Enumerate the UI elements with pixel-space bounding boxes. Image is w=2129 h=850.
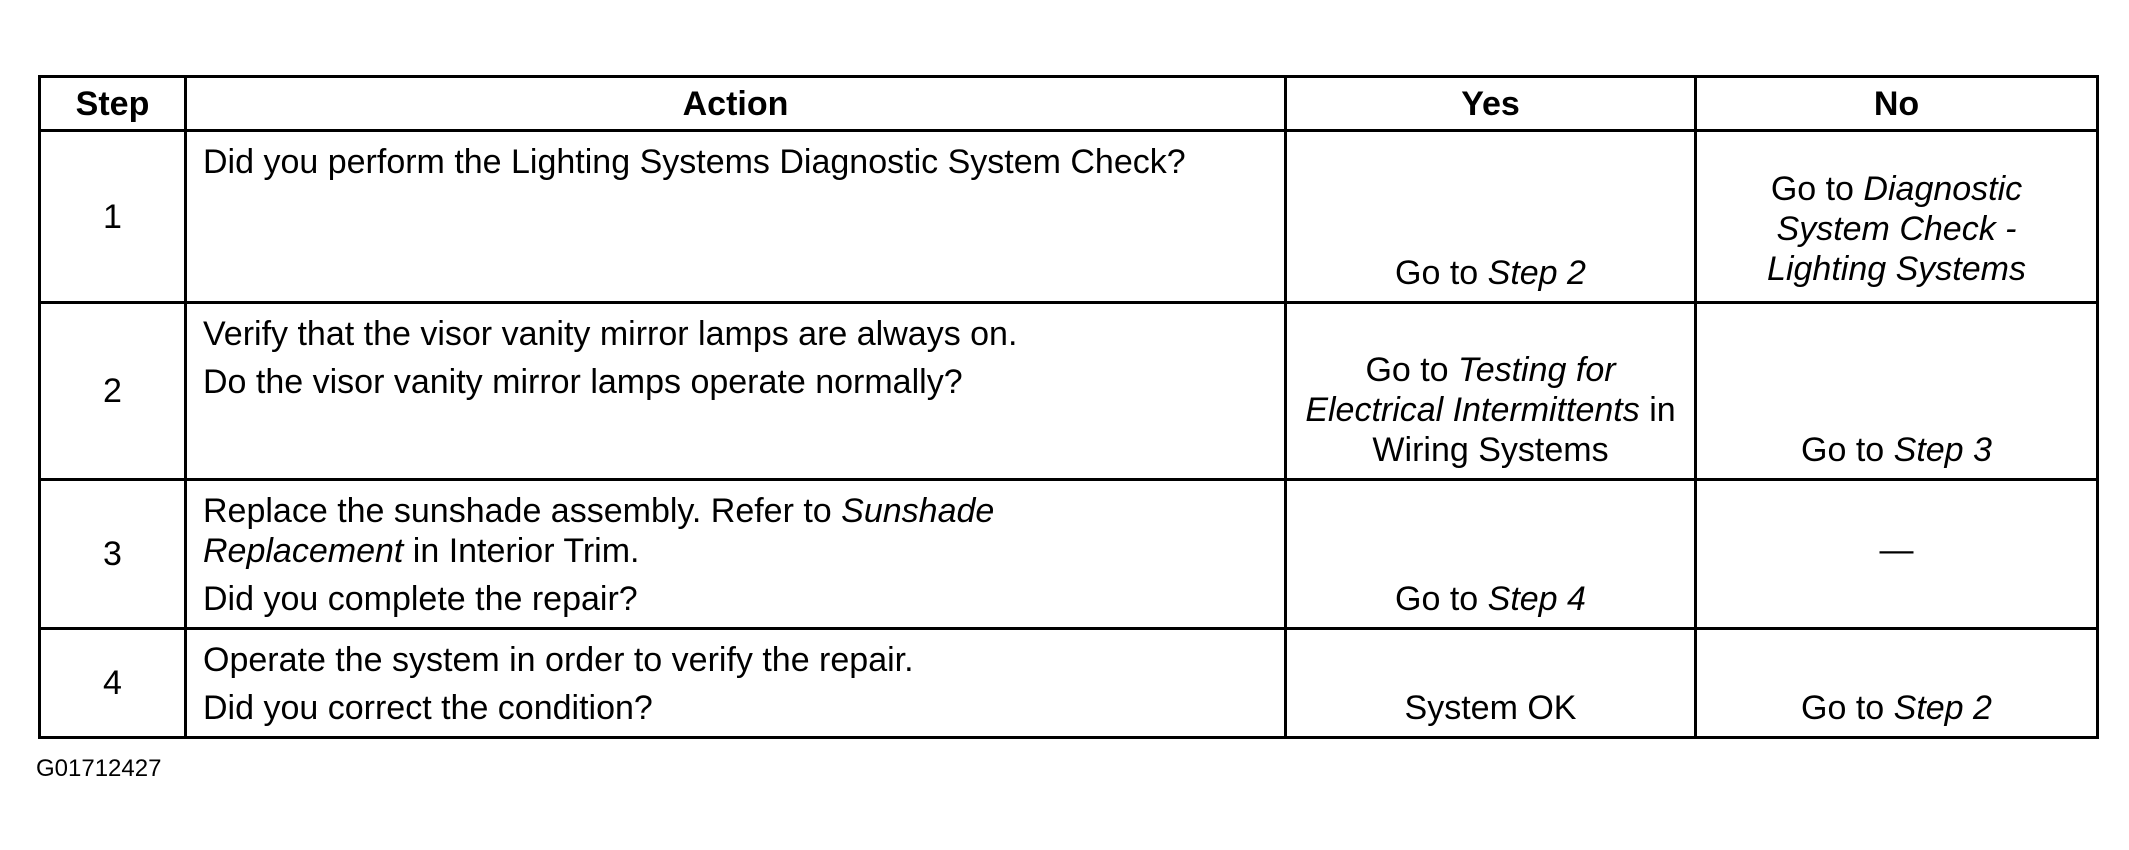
header-yes: Yes xyxy=(1286,77,1696,131)
action-question: Did you correct the condition? xyxy=(203,689,653,727)
no-cell xyxy=(1696,303,2098,480)
no-prefix: Go to xyxy=(1801,689,1894,727)
no-cell xyxy=(1696,629,2098,738)
step-number: 3 xyxy=(40,480,186,629)
yes-cell xyxy=(1286,629,1696,738)
yes-link: Step 2 xyxy=(1487,254,1586,292)
action-text xyxy=(203,491,1103,571)
yes-prefix: Go to xyxy=(1365,351,1459,389)
yes-suffix: in Wiring Systems xyxy=(1372,391,1676,469)
yes-link: Testing for Electrical Intermittents xyxy=(1305,351,1640,429)
action-question: Do the visor vanity mirror lamps operate normally? xyxy=(203,363,963,401)
no-cell xyxy=(1696,480,2098,629)
action-question: Did you complete the repair? xyxy=(203,580,638,618)
action-cell xyxy=(186,131,1286,303)
yes-prefix: Go to xyxy=(1395,580,1488,618)
action-suffix: in Interior Trim. xyxy=(403,532,640,570)
table-row xyxy=(40,629,2098,738)
no-link: Step 3 xyxy=(1893,431,1992,469)
no-link: Step 2 xyxy=(1893,689,1992,727)
yes-link: Step 4 xyxy=(1487,580,1586,618)
yes-cell xyxy=(1286,303,1696,480)
header-action: Action xyxy=(186,77,1286,131)
no-link: Diagnostic System Check - Lighting Systems xyxy=(1767,170,2026,288)
no-prefix: Go to xyxy=(1801,431,1894,469)
action-link: Sunshade Replacement xyxy=(203,492,995,570)
action-cell xyxy=(186,629,1286,738)
action-text: Verify that the visor vanity mirror lamps are always on. xyxy=(203,315,1018,353)
action-cell xyxy=(186,480,1286,629)
no-cell xyxy=(1696,131,2098,303)
step-number: 1 xyxy=(40,131,186,303)
header-step: Step xyxy=(40,77,186,131)
header-no: No xyxy=(1696,77,2098,131)
step-number: 2 xyxy=(40,303,186,480)
no-prefix: Go to xyxy=(1770,170,1864,208)
no-dash: — xyxy=(1879,531,1914,569)
yes-cell xyxy=(1286,131,1696,303)
table-header-row xyxy=(40,77,2098,131)
yes-cell xyxy=(1286,480,1696,629)
yes-prefix: Go to xyxy=(1395,254,1488,292)
action-prefix: Replace the sunshade assembly. Refer to xyxy=(203,492,842,530)
yes-text: System OK xyxy=(1404,689,1577,727)
figure-id: G01712427 xyxy=(36,755,162,782)
table-row xyxy=(40,303,2098,480)
table-row xyxy=(40,480,2098,629)
step-number: 4 xyxy=(40,629,186,738)
action-cell xyxy=(186,303,1286,480)
table-row xyxy=(40,131,2098,303)
action-text: Did you perform the Lighting Systems Diagnostic System Check? xyxy=(203,143,1186,181)
action-text: Operate the system in order to verify the repair. xyxy=(203,641,914,679)
diagnostic-table xyxy=(38,75,2099,739)
